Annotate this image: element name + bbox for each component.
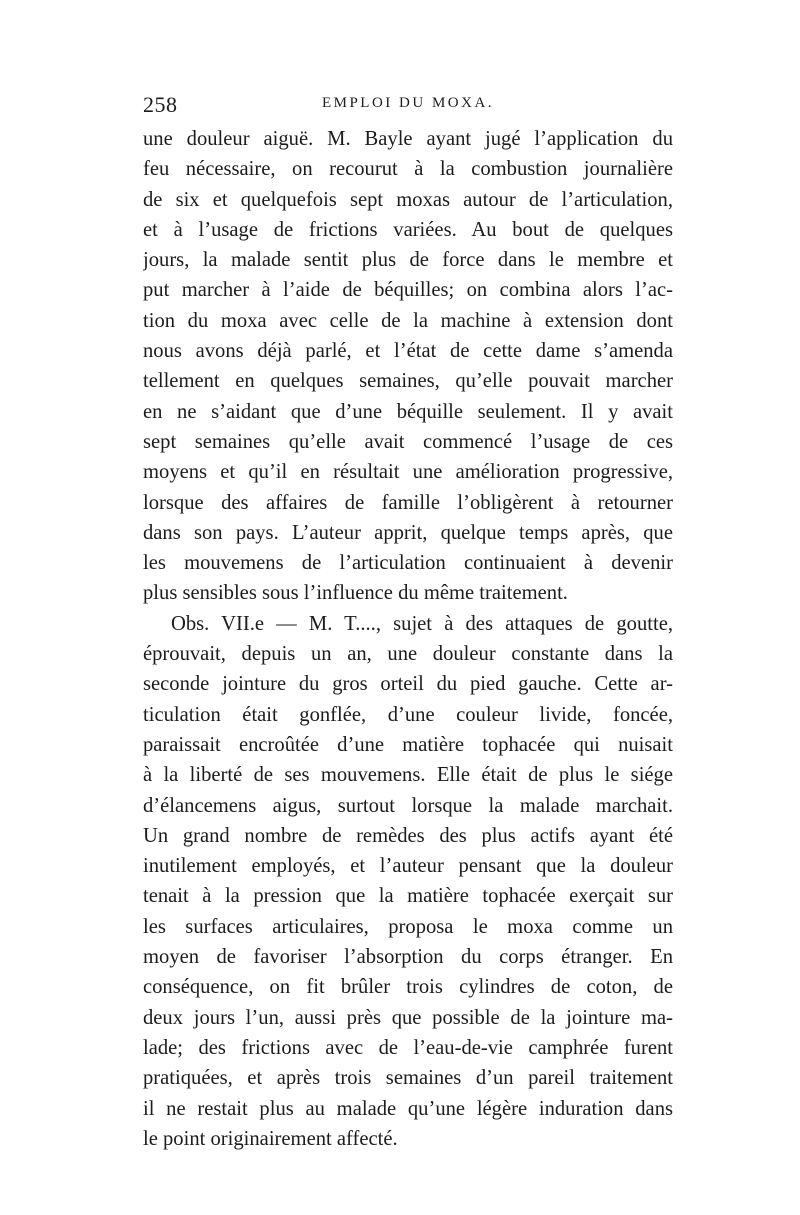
- text-line: il ne restait plus au malade qu’une légère induration dans: [143, 1097, 673, 1120]
- page-number: 258: [143, 92, 178, 117]
- text-line: moyen de favoriser l’absorption du corps étranger. En: [143, 946, 673, 969]
- text-line: une douleur aiguë. M. Bayle ayant jugé l’application du: [143, 128, 673, 150]
- text-line: paraissait encroûtée d’une matière tophacée qui nuisait: [143, 733, 673, 756]
- text-line: put marcher à l’aide de béquilles; on combina alors l’ac-: [143, 279, 673, 302]
- text-line: Un grand nombre de remèdes des plus actifs ayant été: [143, 824, 673, 847]
- text-line: deux jours l’un, aussi près que possible de la jointure ma-: [143, 1006, 673, 1029]
- text-line: jours, la malade sentit plus de force dans le membre et: [143, 249, 673, 272]
- text-line: pratiquées, et après trois semaines d’un pareil traitement: [143, 1067, 673, 1090]
- text-line: dans son pays. L’auteur apprit, quelque temps après, que: [143, 521, 673, 544]
- text-line: feu nécessaire, on recourut à la combustion journalière: [143, 158, 673, 181]
- text-line: les mouvemens de l’articulation continuaient à devenir: [143, 552, 673, 575]
- body-text: [143, 124, 673, 1154]
- text-line: d’élancemens aigus, surtout lorsque la malade marchait.: [143, 794, 673, 817]
- text-line: les surfaces articulaires, proposa le moxa comme un: [143, 915, 673, 938]
- observation-heading-line: Obs. VII.e — M. T...., sujet à des attaques de goutte,: [171, 612, 673, 635]
- text-line: en ne s’aidant que d’une béquille seulement. Il y avait: [143, 400, 673, 423]
- text-line: à la liberté de ses mouvemens. Elle était de plus le siége: [143, 764, 673, 787]
- text-line: moyens et qu’il en résultait une amélioration progressive,: [143, 461, 673, 484]
- text-line: et à l’usage de frictions variées. Au bout de quelques: [143, 218, 673, 241]
- text-line: de six et quelquefois sept moxas autour de l’articulation,: [143, 188, 673, 211]
- text-line: ticulation était gonflée, d’une couleur livide, foncée,: [143, 703, 673, 726]
- text-line: tenait à la pression que la matière tophacée exerçait sur: [143, 885, 673, 908]
- text-line: nous avons déjà parlé, et l’état de cette dame s’amenda: [143, 340, 673, 363]
- text-line: inutilement employés, et l’auteur pensant que la douleur: [143, 855, 673, 878]
- text-line: seconde jointure du gros orteil du pied gauche. Cette ar-: [143, 673, 673, 696]
- paragraph-end-line: le point originairement affecté.: [143, 1127, 398, 1150]
- text-line: éprouvait, depuis un an, une douleur constante dans la: [143, 643, 673, 666]
- text-line: tellement en quelques semaines, qu’elle pouvait marcher: [143, 370, 673, 393]
- text-line: conséquence, on fit brûler trois cylindres de coton, de: [143, 976, 673, 999]
- text-line: tion du moxa avec celle de la machine à extension dont: [143, 309, 673, 332]
- page-header: [143, 92, 673, 122]
- text-line: lorsque des affaires de famille l’obligèrent à retourner: [143, 491, 673, 514]
- text-line: lade; des frictions avec de l’eau-de-vie camphrée furent: [143, 1036, 673, 1059]
- running-title: EMPLOI DU MOXA.: [321, 95, 495, 111]
- paragraph-end-line: plus sensibles sous l’influence du même traitement.: [143, 582, 568, 605]
- text-line: sept semaines qu’elle avait commencé l’usage de ces: [143, 430, 673, 453]
